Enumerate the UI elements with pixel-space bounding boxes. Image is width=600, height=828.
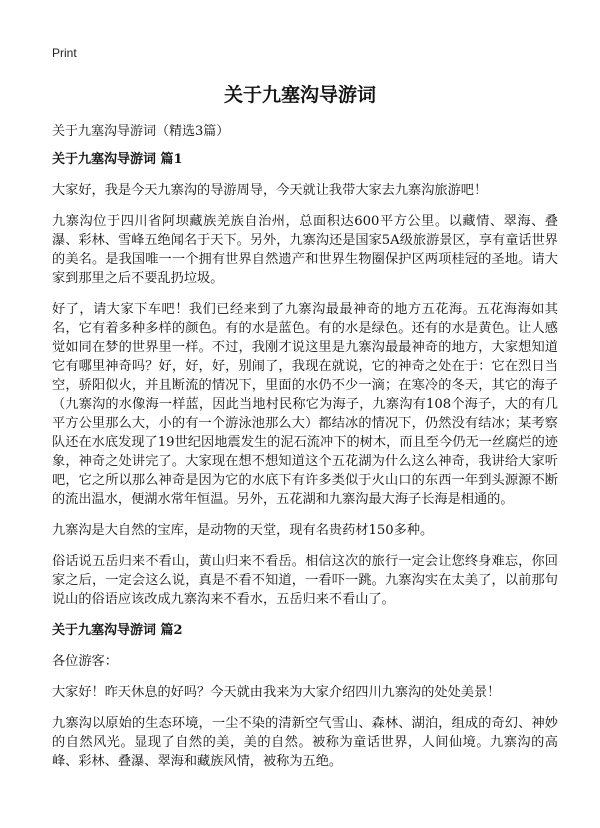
paragraph: 大家好，我是今天九寨沟的导游周导，今天就让我带大家去九寨沟旅游吧！ [52, 183, 488, 198]
paragraph: 俗话说五岳归来不看山，黄山归来不看岳。相信这次的旅行一定会让您终身难忘，你回家之后，一定会这么说，真是不看不知道，一看吓一跳。九寨沟实在太美了，以前那句说山的俗语应该改成九寨沟来不看水，五岳归来不看山了。 [52, 554, 558, 607]
document-subtitle: 关于九塞沟导游词（精选3篇） [52, 124, 230, 139]
section-1 [52, 150, 558, 609]
section-heading: 关于九塞沟导游词 篇1 [52, 152, 183, 167]
section-heading: 关于九塞沟导游词 篇2 [52, 623, 183, 638]
paragraph: 九寨沟是大自然的宝库，是动物的天堂，现有名贵药材150多种。 [52, 523, 434, 538]
paragraph: 好了，请大家下车吧！我们已经来到了九寨沟最最神奇的地方五花海。五花海海如其名，它有着多种多样的颜色。有的水是蓝色。有的水是绿色。还有的水是黄色。让人感觉如同在梦的世界里一样。不过，我刚才说这里是九寨沟最最神奇的地方，大家想知道它有哪里神奇吗？好，好，好，别闹了，我现在就说，它的神奇之处在于：它在烈日当空，骄阳似火，并且断流的情况下，里面的水仍不少一滴；在寒冷的冬天，其它的海子（九寨沟的水像海一样蓝，因此当地村民称它为海子，九寨沟有108个海子，大的有几平方公里那么大，小的有一个游泳池那么大）都结冰的情况下，仍然没有结冰；某考察队还在水底发现了19世纪因地震发生的泥石流冲下的树木，而且至今仍无一丝腐烂的迹象，神奇之处讲完了。大家现在想不想知道这个五花湖为什么这么神奇，我讲给大家听吧，它之所以那么神奇是因为它的水底下有许多类似于火山口的东西一年到头源源不断的流出温水，便湖水常年恒温。另外，五花湖和九寨沟最大海子长海是相通的。 [52, 302, 558, 507]
paragraph: 各位游客： [52, 654, 118, 669]
section-2 [52, 621, 558, 771]
page-title: 关于九塞沟导游词 [223, 84, 376, 106]
print-link[interactable]: Print [52, 46, 77, 60]
document-body [52, 150, 558, 783]
paragraph: 九寨沟位于四川省阿坝藏族羌族自治州，总面积达600平方公里。以藏情、翠海、叠瀑、彩林、雪峰五绝闻名于天下。另外，九寨沟还是国家5A级旅游景区，享有童话世界的美名。是我国唯一一个拥有世界自然遗产和世界生物圈保护区两项桂冠的圣地。请大家到那里之后不要乱扔垃圾。 [52, 214, 558, 286]
paragraph: 九寨沟以原始的生态环境，一尘不染的清新空气雪山、森林、湖泊，组成的奇幻、神妙的自然风光。显现了自然的美，美的自然。被称为童话世界，人间仙境。九寨沟的高峰、彩林、叠瀑、翠海和藏族风情，被称为五绝。 [52, 716, 558, 769]
paragraph: 大家好！昨天休息的好吗？今天就由我来为大家介绍四川九寨沟的处处美景！ [52, 685, 501, 700]
